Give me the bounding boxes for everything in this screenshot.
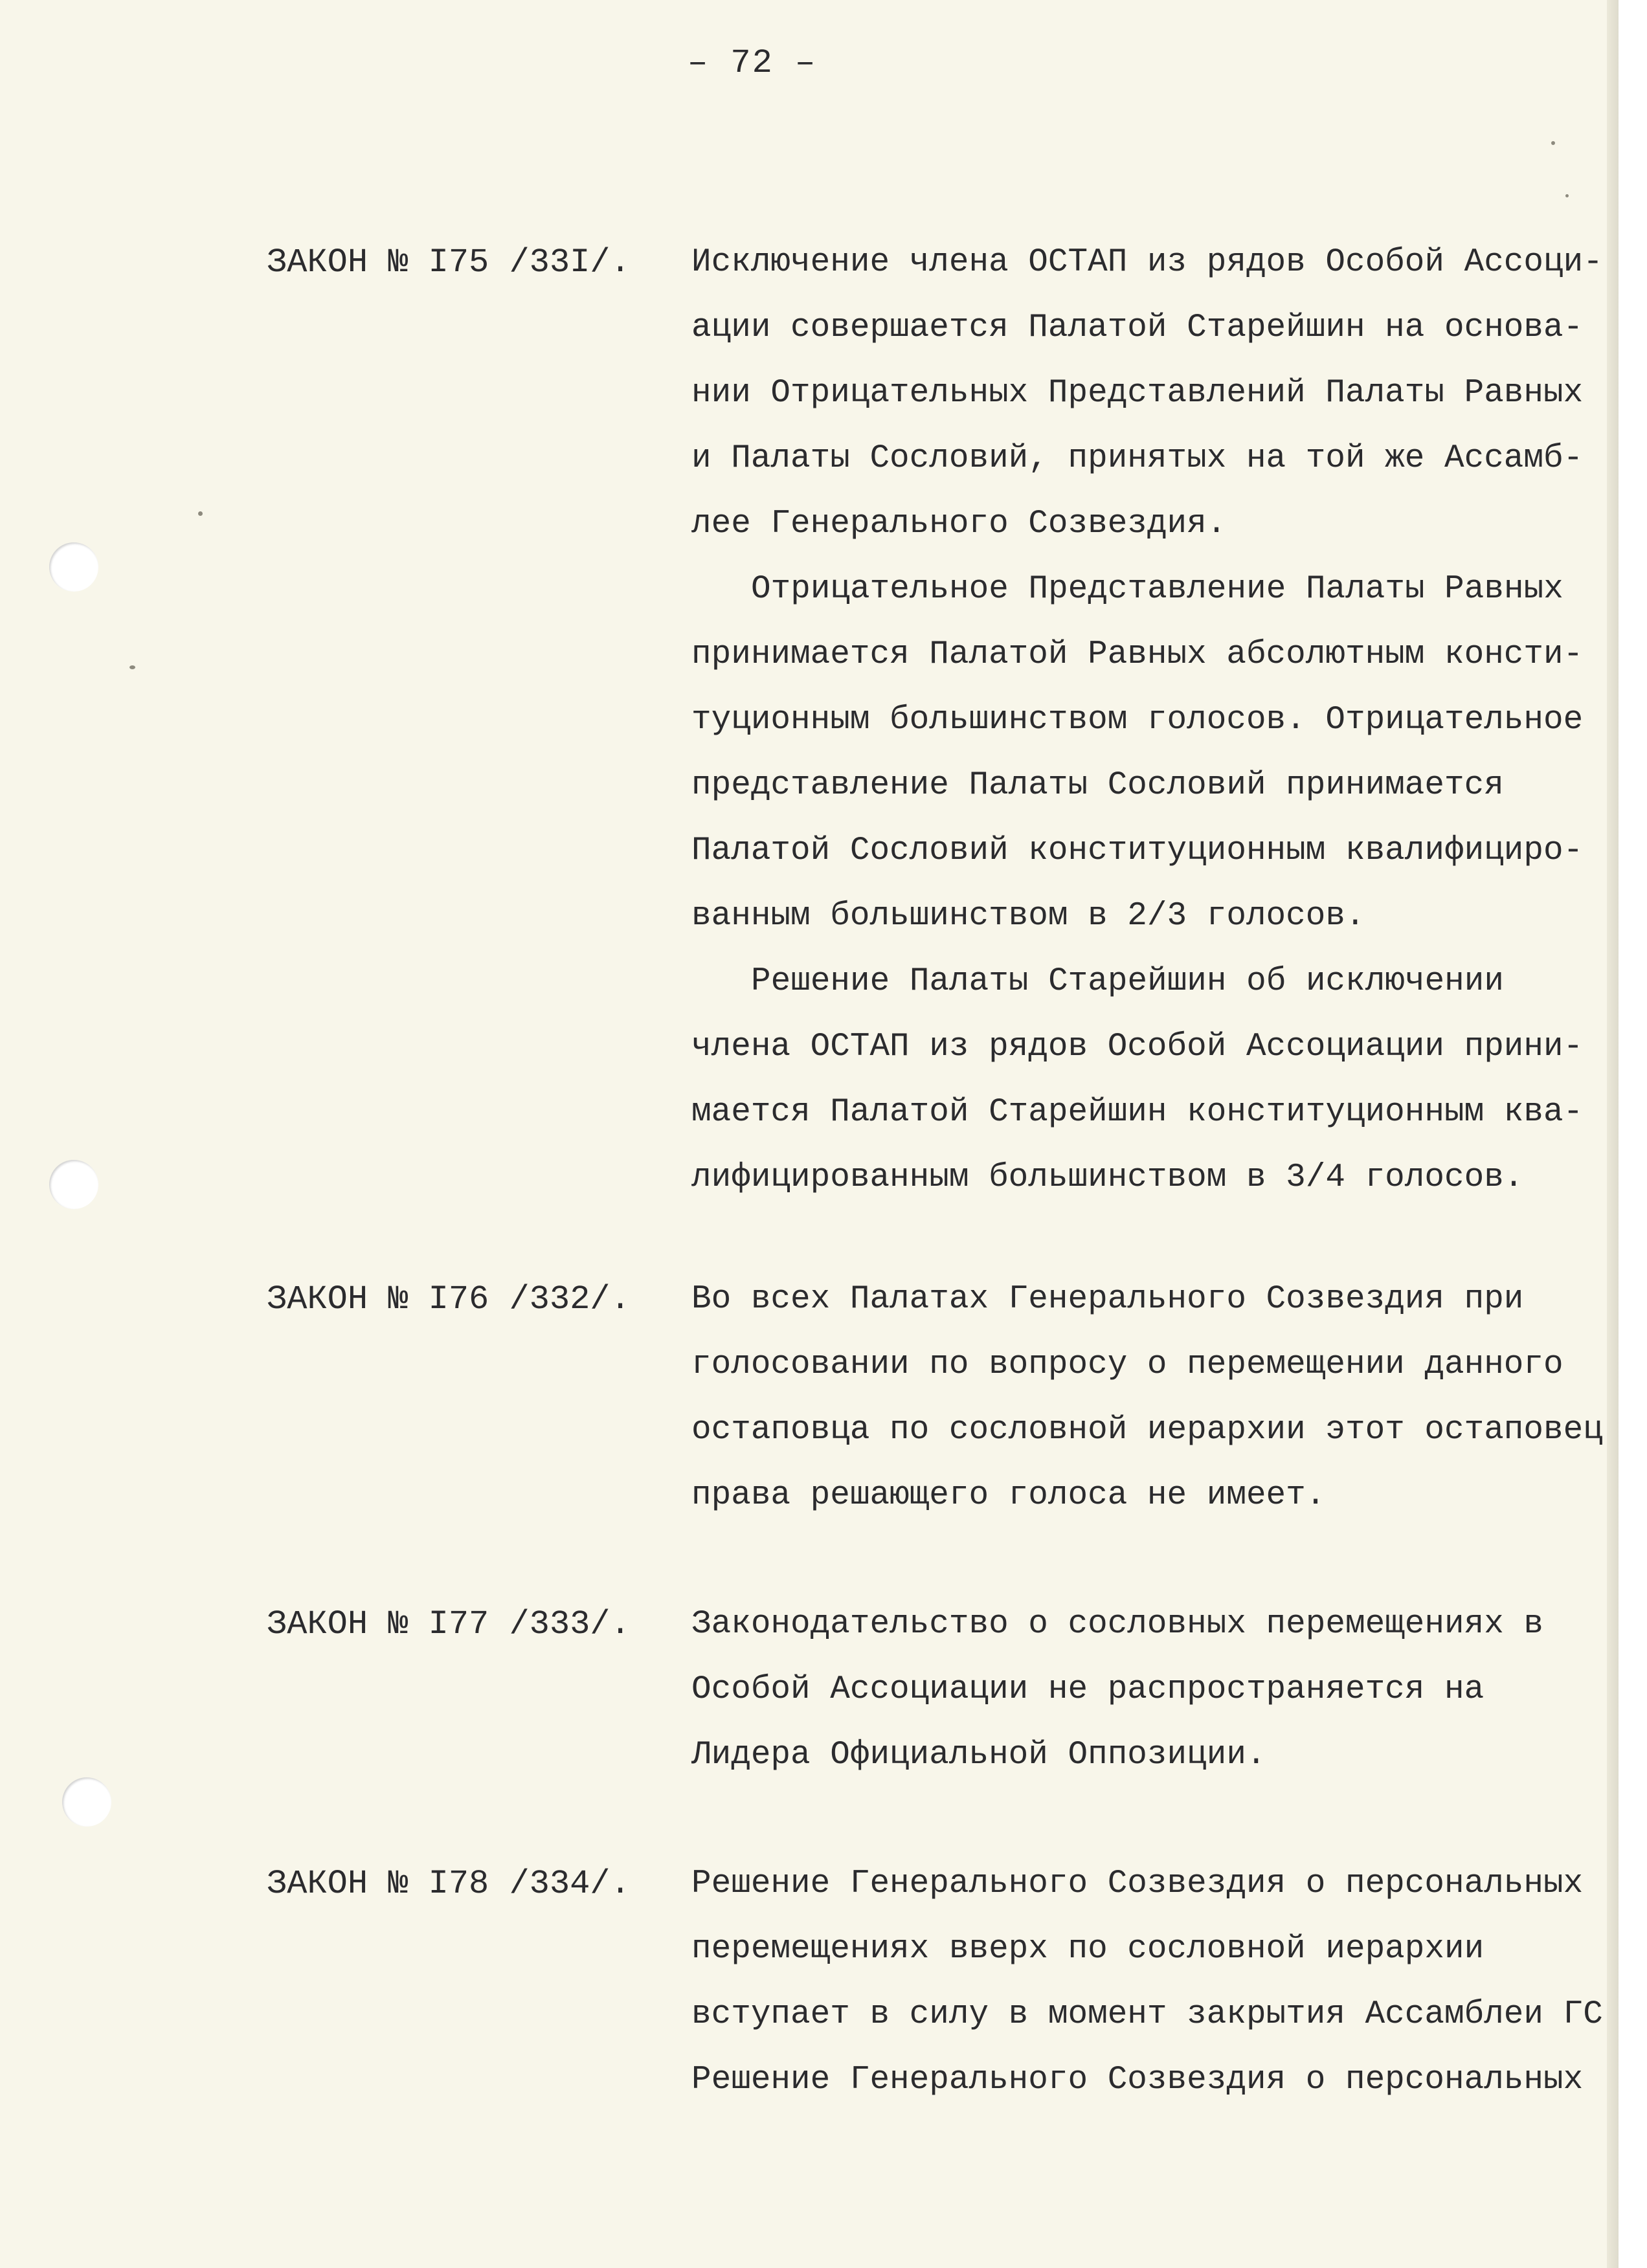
law-paragraph xyxy=(691,230,1613,557)
text-line: Решение Генерального Созвездия о персональных xyxy=(691,1865,1584,1902)
text-line: лее Генерального Созвездия. xyxy=(691,506,1227,542)
punch-hole-middle xyxy=(49,1160,98,1209)
law-paragraph xyxy=(691,1851,1613,2113)
text-line: туционным большинством голосов. Отрицательное xyxy=(691,702,1584,739)
page-number: – 72 – xyxy=(688,44,817,82)
law-number: ЗАКОН № I75 /33I/. xyxy=(267,243,631,282)
text-line: и Палаты Сословий, принятых на той же Ассамб- xyxy=(691,440,1584,477)
law-paragraph xyxy=(691,1267,1613,1528)
text-line: мается Палатой Старейшин конституционным ква- xyxy=(691,1094,1584,1131)
text-line: Отрицательное Представление Палаты Равных xyxy=(751,571,1563,608)
law-text xyxy=(691,1267,1613,1528)
text-line: Во всех Палатах Генерального Созвездия при xyxy=(691,1281,1524,1318)
law-paragraph xyxy=(691,949,1613,1210)
law-paragraph xyxy=(691,1592,1613,1788)
text-line: Палатой Сословий конституционным квалифициро- xyxy=(691,832,1584,869)
text-line: Исключение члена ОСТАП из рядов Особой Ассоци- xyxy=(691,244,1603,281)
text-line: Решение Генерального Созвездия о персональных xyxy=(691,2062,1584,2098)
paper-speck xyxy=(129,665,135,669)
text-line: представление Палаты Сословий принимается xyxy=(691,767,1504,804)
text-line: ации совершается Палатой Старейшин на основа- xyxy=(691,309,1584,346)
text-line: вступает в силу в момент закрытия Ассамблеи ГС xyxy=(691,1996,1603,2033)
paper-speck xyxy=(1551,141,1555,145)
text-line: члена ОСТАП из рядов Особой Ассоциации прини- xyxy=(691,1028,1584,1065)
text-line: нии Отрицательных Представлений Палаты Равных xyxy=(691,375,1584,412)
punch-hole-top xyxy=(49,542,98,592)
text-line: перемещениях вверх по сословной иерархии xyxy=(691,1931,1485,1968)
text-line: ванным большинством в 2/3 голосов. xyxy=(691,898,1365,935)
law-number: ЗАКОН № I76 /332/. xyxy=(267,1280,631,1318)
text-line: голосовании по вопросу о перемещении данного xyxy=(691,1346,1563,1383)
text-line: принимается Палатой Равных абсолютным консти- xyxy=(691,636,1584,673)
law-number: ЗАКОН № I77 /333/. xyxy=(267,1605,631,1643)
law-paragraph xyxy=(691,557,1613,949)
text-line: Решение Палаты Старейшин об исключении xyxy=(751,963,1504,1000)
law-text xyxy=(691,230,1613,1210)
text-line: Законодательство о сословных перемещениях в xyxy=(691,1606,1544,1643)
paper-speck xyxy=(198,511,203,516)
paper-speck xyxy=(1565,194,1569,197)
text-line: права решающего голоса не имеет. xyxy=(691,1477,1326,1514)
law-text xyxy=(691,1592,1613,1788)
text-line: остаповца по сословной иерархии этот остаповец xyxy=(691,1412,1603,1449)
text-line: лифицированным большинством в 3/4 голосов. xyxy=(691,1159,1524,1196)
punch-hole-bottom xyxy=(62,1777,111,1827)
text-line: Лидера Официальной Оппозиции. xyxy=(691,1737,1266,1773)
law-number: ЗАКОН № I78 /334/. xyxy=(267,1865,631,1903)
text-line: Особой Ассоциации не распространяется на xyxy=(691,1671,1485,1708)
law-text xyxy=(691,1851,1613,2113)
